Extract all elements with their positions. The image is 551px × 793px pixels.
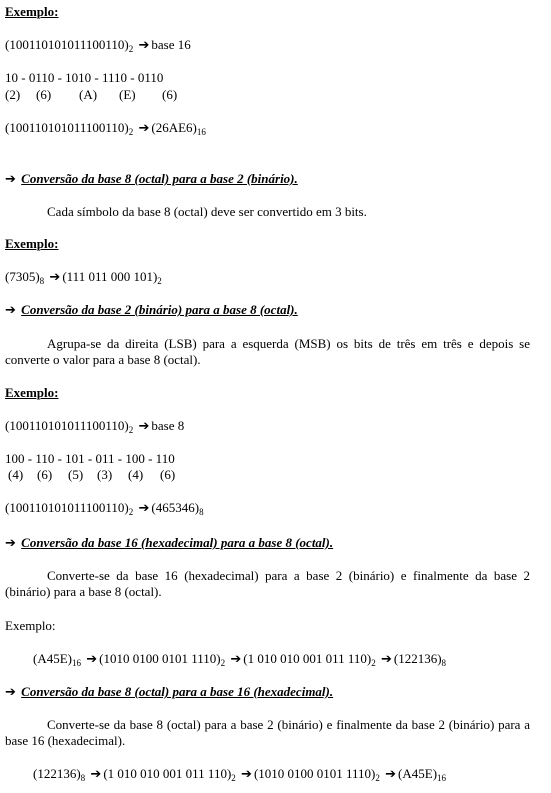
base-subscript: 8 — [441, 658, 447, 668]
arrow-icon: ➔ — [138, 38, 150, 53]
chain-value: (A45E) — [398, 766, 438, 781]
arrow-icon: ➔ — [138, 121, 150, 136]
base-subscript: 2 — [128, 507, 134, 517]
arrow-icon: ➔ — [241, 767, 252, 782]
digit: (6) — [162, 87, 178, 102]
section-text: Converte-se da base 16 (hexadecimal) para a base 2 (binário) e finalmente da base 2 (binário) para a base 8 (octal). — [5, 568, 530, 599]
arrow-icon: ➔ — [5, 685, 16, 700]
base-subscript: 2 — [157, 276, 162, 286]
bit-groups: 100 - 110 - 101 - 011 - 100 - 110 — [5, 451, 175, 466]
result-number: (111 011 000 101) — [62, 269, 158, 284]
target-base: base 16 — [151, 37, 191, 52]
digit-row — [8, 467, 175, 483]
example-heading: Exemplo: — [5, 385, 59, 400]
digit: (4) — [8, 467, 24, 482]
arrow-icon: ➔ — [5, 536, 16, 551]
digit: (3) — [97, 467, 113, 482]
chain-value: (1010 0100 0101 1110) — [99, 651, 221, 666]
chain-value: (1 010 010 001 011 110) — [243, 651, 372, 666]
number: (100110101011100110) — [5, 500, 129, 515]
arrow-icon: ➔ — [86, 652, 98, 667]
arrow-icon: ➔ — [5, 303, 16, 318]
number: (100110101011100110) — [5, 37, 129, 52]
base-subscript: 2 — [375, 773, 380, 783]
arrow-icon: ➔ — [90, 767, 102, 782]
number: (100110101011100110) — [5, 120, 129, 135]
example-heading-plain: Exemplo: — [5, 618, 56, 633]
section-heading — [5, 171, 298, 188]
base-subscript: 2 — [128, 425, 134, 435]
target-base: base 8 — [151, 418, 185, 433]
arrow-icon: ➔ — [380, 652, 392, 667]
base-subscript: 2 — [220, 658, 226, 668]
digit-row — [5, 87, 177, 103]
section-text: Converte-se da base 8 (octal) para a base 2 (binário) e finalmente da base 2 (binário) para a base 16 (hexadecimal). — [5, 717, 530, 748]
digit: (6) — [160, 467, 176, 482]
example-heading: Exemplo: — [5, 4, 59, 19]
number: (7305) — [5, 269, 40, 284]
result-number: (465346) — [151, 500, 200, 515]
base-subscript: 2 — [128, 44, 134, 54]
section-title: Conversão da base 2 (binário) para a base 8 (octal). — [21, 302, 298, 317]
base-subscript: 8 — [39, 276, 45, 286]
arrow-icon: ➔ — [5, 172, 16, 187]
section-text: Agrupa-se da direita (LSB) para a esquerda (MSB) os bits de três em três e depois se converte o valor para a base 8 (octal). — [5, 336, 530, 367]
example-line — [5, 269, 162, 286]
result-number: (26AE6) — [151, 120, 197, 135]
base-subscript: 2 — [231, 773, 236, 783]
digit: (2) — [5, 87, 21, 102]
section-heading — [5, 535, 333, 552]
base-subscript: 2 — [128, 127, 134, 137]
example-result — [5, 120, 206, 137]
example-line — [5, 37, 191, 54]
chain-value: (1010 0100 0101 1110) — [253, 766, 376, 781]
arrow-icon: ➔ — [230, 652, 242, 667]
digit: (6) — [37, 467, 53, 482]
digit: (E) — [119, 87, 136, 102]
base-subscript: 8 — [199, 507, 204, 517]
section-title: Conversão da base 8 (octal) para a base 2 (binário). — [21, 171, 298, 186]
section-text: Cada símbolo da base 8 (octal) deve ser convertido em 3 bits. — [47, 204, 367, 219]
example-line — [5, 418, 184, 435]
bit-groups: 10 - 0110 - 1010 - 1110 - 0110 — [5, 70, 164, 85]
base-subscript: 16 — [437, 773, 447, 783]
digit: (4) — [128, 467, 144, 482]
example-heading: Exemplo: — [5, 236, 59, 251]
arrow-icon: ➔ — [385, 767, 397, 782]
example-result — [5, 500, 204, 517]
section-title: Conversão da base 8 (octal) para a base 16 (hexadecimal). — [21, 684, 334, 699]
digit: (6) — [36, 87, 52, 102]
arrow-icon: ➔ — [138, 501, 150, 516]
base-subscript: 8 — [80, 773, 86, 783]
digit: (5) — [68, 467, 84, 482]
number: (100110101011100110) — [5, 418, 129, 433]
base-subscript: 16 — [72, 658, 81, 668]
conversion-chain — [33, 766, 446, 783]
chain-value: (122136) — [33, 766, 81, 781]
section-title: Conversão da base 16 (hexadecimal) para a base 8 (octal). — [21, 535, 334, 550]
base-subscript: 16 — [196, 127, 206, 137]
digit: (A) — [79, 87, 98, 102]
chain-value: (A45E) — [33, 651, 72, 666]
arrow-icon: ➔ — [49, 270, 61, 285]
base-subscript: 2 — [371, 658, 376, 668]
conversion-chain — [33, 651, 446, 668]
chain-value: (1 010 010 001 011 110) — [103, 766, 232, 781]
section-heading — [5, 684, 333, 701]
arrow-icon: ➔ — [138, 419, 150, 434]
chain-value: (122136) — [393, 651, 442, 666]
section-heading — [5, 302, 298, 319]
